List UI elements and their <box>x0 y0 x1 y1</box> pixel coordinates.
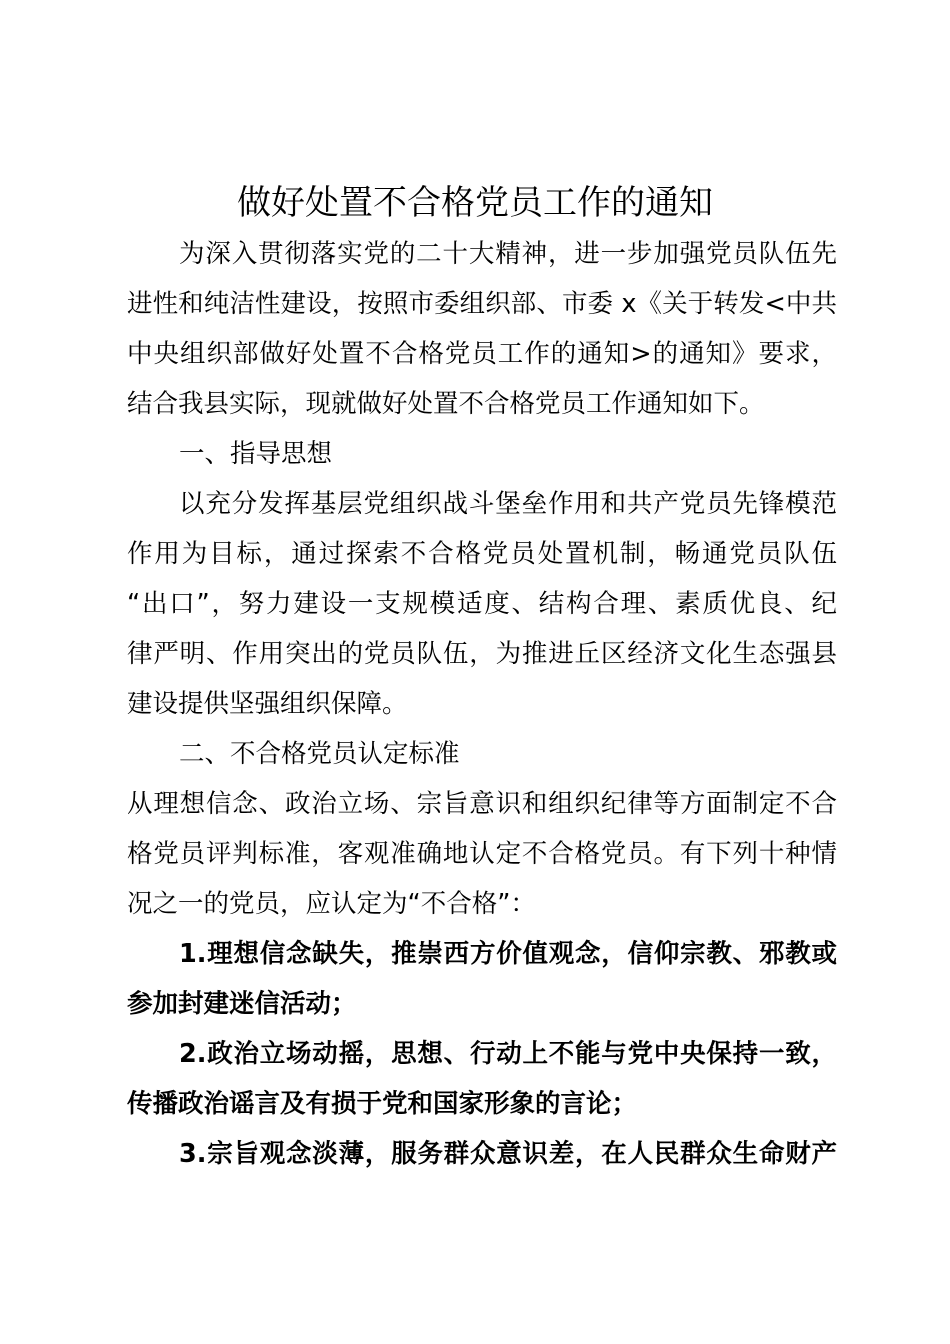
list-item-line: 1.理想信念缺失，推崇西方价值观念，信仰宗教、邪教或 <box>179 939 837 969</box>
paragraph-line: 律严明、作用突出的党员队伍，为推进丘区经济文化生态强县 <box>127 639 837 669</box>
section-heading: 一、指导思想 <box>179 439 333 469</box>
list-item-line: 传播政治谣言及有损于党和国家形象的言论； <box>127 1089 638 1119</box>
list-item-line: 3.宗旨观念淡薄，服务群众意识差，在人民群众生命财产 <box>179 1139 837 1169</box>
section-heading: 二、不合格党员认定标准 <box>179 739 460 769</box>
document-title: 做好处置不合格党员工作的通知 <box>237 183 713 223</box>
paragraph-line: 结合我县实际，现就做好处置不合格党员工作通知如下。 <box>127 389 765 419</box>
paragraph-line: 格党员评判标准，客观准确地认定不合格党员。有下列十种情 <box>127 839 837 869</box>
paragraph-line: “出口”，努力建设一支规模适度、结构合理、素质优良、纪 <box>127 589 837 619</box>
document-body <box>127 229 837 1179</box>
paragraph-line: 进性和纯洁性建设，按照市委组织部、市委 x《关于转发<中共 <box>127 289 837 319</box>
paragraph-line: 以充分发挥基层党组织战斗堡垒作用和共产党员先锋模范 <box>179 489 837 519</box>
paragraph-line: 从理想信念、政治立场、宗旨意识和组织纪律等方面制定不合 <box>127 789 837 819</box>
paragraph-line: 况之一的党员，应认定为“不合格”： <box>127 889 536 919</box>
paragraph-line: 中央组织部做好处置不合格党员工作的通知>的通知》要求， <box>127 339 837 369</box>
list-item-line: 2.政治立场动摇，思想、行动上不能与党中央保持一致， <box>179 1039 837 1069</box>
paragraph-line: 作用为目标，通过探索不合格党员处置机制，畅通党员队伍 <box>127 539 837 569</box>
paragraph-line: 为深入贯彻落实党的二十大精神，进一步加强党员队伍先 <box>179 239 837 269</box>
paragraph-line: 建设提供坚强组织保障。 <box>127 689 408 719</box>
list-item-line: 参加封建迷信活动； <box>127 989 357 1019</box>
